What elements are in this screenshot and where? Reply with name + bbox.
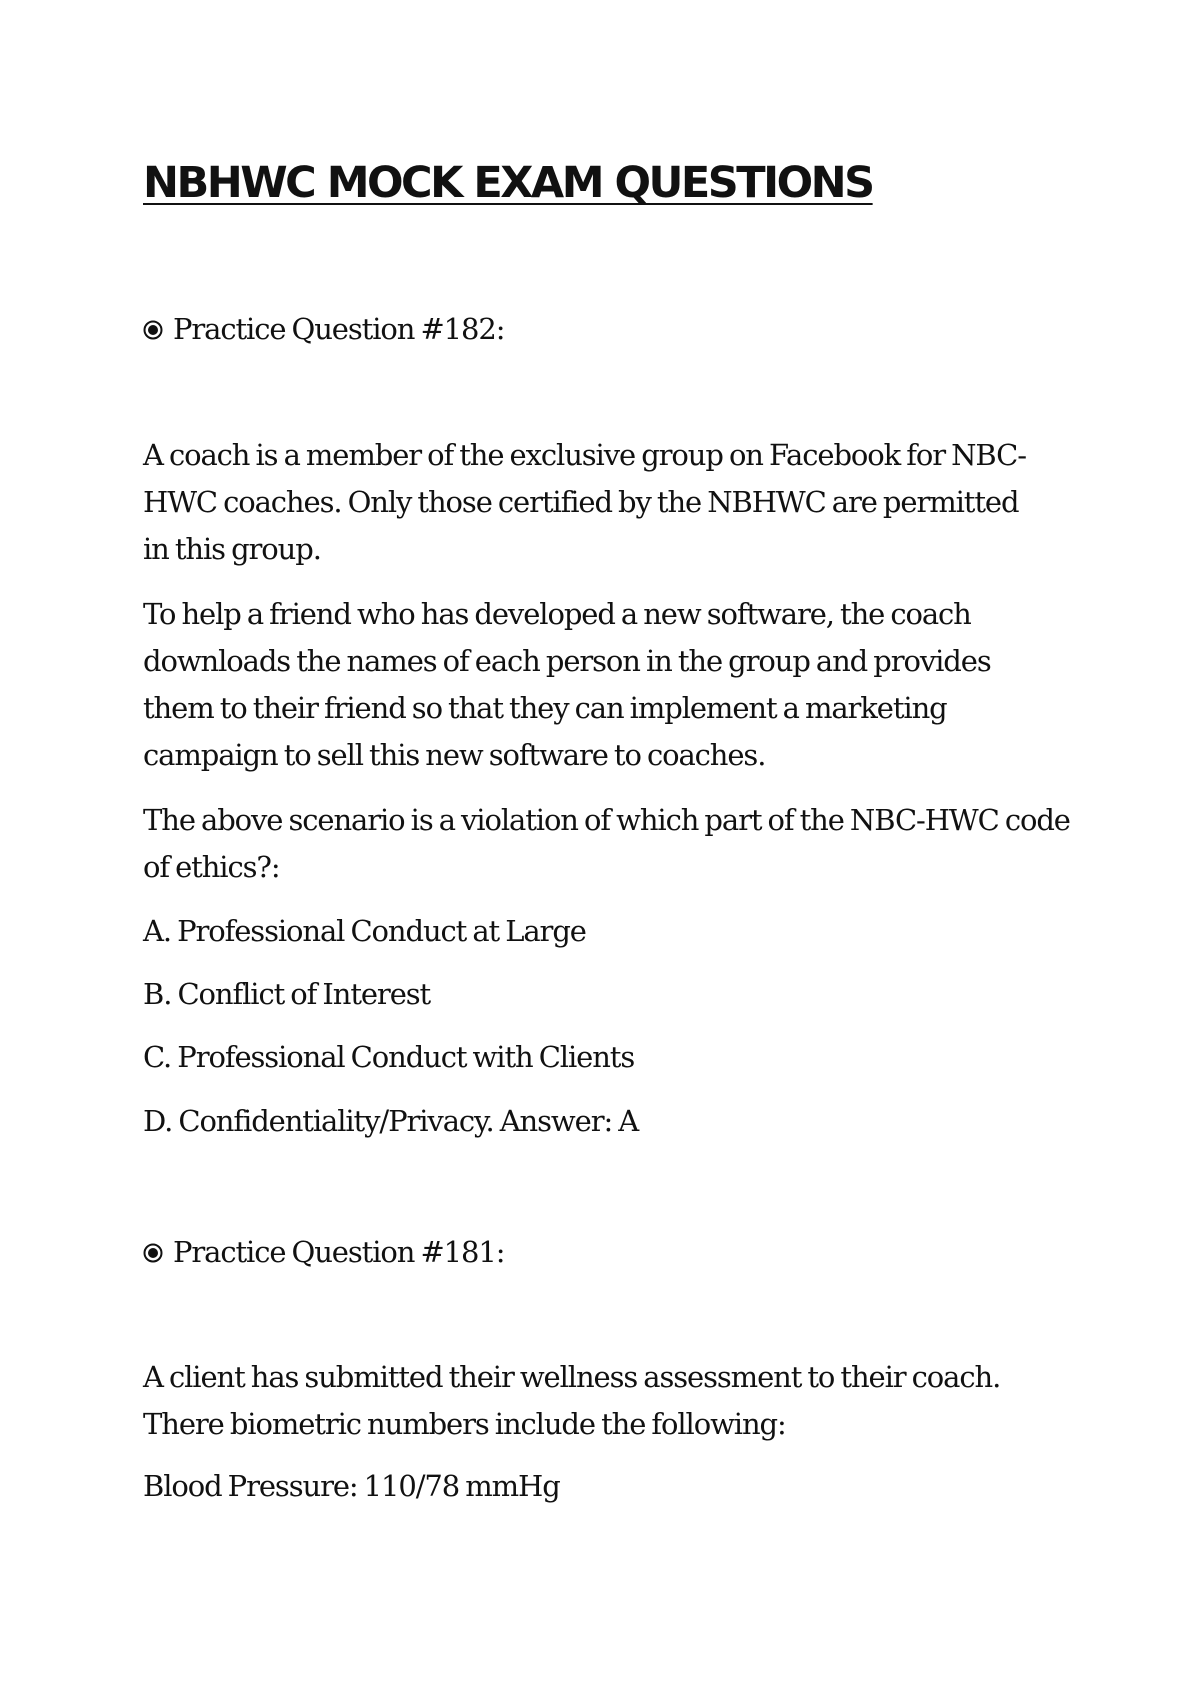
answer-option: D. Confidentiality/Privacy. Answer: A [143,1104,639,1138]
question-paragraph: A client has submitted their wellness assessment to their coach. There biometric numbers include the following: [143,1360,1001,1441]
question-paragraph: A coach is a member of the exclusive group on Facebook for NBC-HWC coaches. Only those certified by the NBHWC are permitted in this group. [143,438,1026,566]
biometric-line: Blood Pressure: 110/78 mmHg [143,1469,560,1503]
document-title: NBHWC MOCK EXAM QUESTIONS [143,158,873,208]
radio-bullet-icon [143,320,163,340]
answer-option: B. Conflict of Interest [143,977,431,1011]
answer-option: C. Professional Conduct with Clients [143,1040,635,1074]
radio-bullet-icon [143,1243,163,1263]
question-paragraph: To help a friend who has developed a new software, the coach downloads the names of each person in the group and provides them to their friend so that they can implement a marketing campaign to sell this new software to coaches. [143,597,991,772]
answer-option: A. Professional Conduct at Large [143,914,586,948]
question-heading [143,1229,504,1276]
question-paragraph: The above scenario is a violation of which part of the NBC-HWC code of ethics?: [143,803,1070,884]
question-heading-text: Practice Question #181: [173,1235,505,1269]
question-heading [143,306,504,353]
question-heading-text: Practice Question #182: [173,312,505,346]
